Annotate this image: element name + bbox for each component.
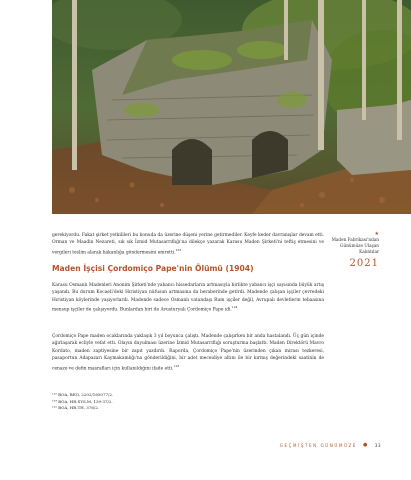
photo-caption xyxy=(309,231,379,269)
footnote-ref: 125 xyxy=(173,363,180,368)
running-title: GEÇMİŞTEN GÜNÜMÜZE xyxy=(279,442,357,448)
footnote-ref: 123 xyxy=(175,247,182,252)
ruins-forest-photo xyxy=(52,0,411,214)
footnote: ¹²⁴ BOA, HR.SYS.M, 139-37/2. xyxy=(52,398,113,404)
page-footer xyxy=(280,442,381,448)
dot-icon: ● xyxy=(362,442,369,448)
body-paragraph: Çordomiço Pape maden ocaklarında yaklaşık 3 yıl boyunca çalıştı. Madende çalışırken bir anda hastalandı. Üç gün içinde ağırlaşarak ecliyle vefat etti. Olayın duyulması üzerine İzmid Mutasarrıflığı soruşturma başlattı. Maden Direktörü Mavro Kordato, maden zaptiyesine bir zapıt yazdırdı. Raporda, Çordomiço Pape'nin üzerinden çıkan mirası tezkeresi, pasaportun Adapazarı Kaymakamlığı'na gönderildiğini, bir adet meceidiye altını ile bir kırmış değerindeki saatinin de cenaze ve defin masrafları için kullanıldığını ifade etti.$^{125}$ xyxy=(52,334,324,372)
body-paragraph: Karasu Osmanlı Madenleri Anonim Şirketi'nde yabancı hissedarların artmasıyla birlikte yabancı işçi sayısında büyük artış yaşandı. Bu durum Kocaeli'deki Hıristiyan nüfusun artmasına da beraberinde getirdi. Madende çalışan işçiler çevredeki Hıristiyan köylerinde yaşıyorlardı. Madende sadece Osmanlı vatandaşı Rum işçiler değil, Avrupalı devletlerin tebaasına mensup işçiler de çalışıyordu. Bunlardan biri de Avusturyalı Çordomiço Pape idi.$^{124}$ xyxy=(52,283,324,313)
body-paragraph: gerekiyordu. Fakat şirket yetkilileri bu konuda da üzerine düşeni yerine getirmediler. Keyfe keder davranışlar devam etti. Orman ve Maadin Nezareti, sık sık İzmid Mutasarrıflığı'na dilekçe yazarak Karasu Maden Şirketi'ni teftiş etmesini ve vergileri teslim alarak hakanlığa göndermesini emretti.$^{123}$ xyxy=(52,233,324,256)
footnotes xyxy=(52,392,324,412)
section-heading: Maden İşçisi Çordomiço Pape'nin Ölümü (1904) xyxy=(52,264,254,273)
star-icon: ★ xyxy=(374,231,379,237)
caption-year: 2021 xyxy=(349,257,379,269)
footnote: ¹²³ BOA, BEO, 2202/165077/2. xyxy=(52,392,114,397)
caption-line: Günümüze Ulaşan xyxy=(340,243,379,249)
footnote: ¹²⁵ BOA, HR.TH, 376/2. xyxy=(52,405,100,411)
caption-line: Maden Fabrikası'ndan xyxy=(331,237,379,242)
footnote-ref: 124 xyxy=(231,305,238,310)
caption-line: Kalıntılar xyxy=(359,249,379,255)
page-number: 33 xyxy=(374,442,381,448)
